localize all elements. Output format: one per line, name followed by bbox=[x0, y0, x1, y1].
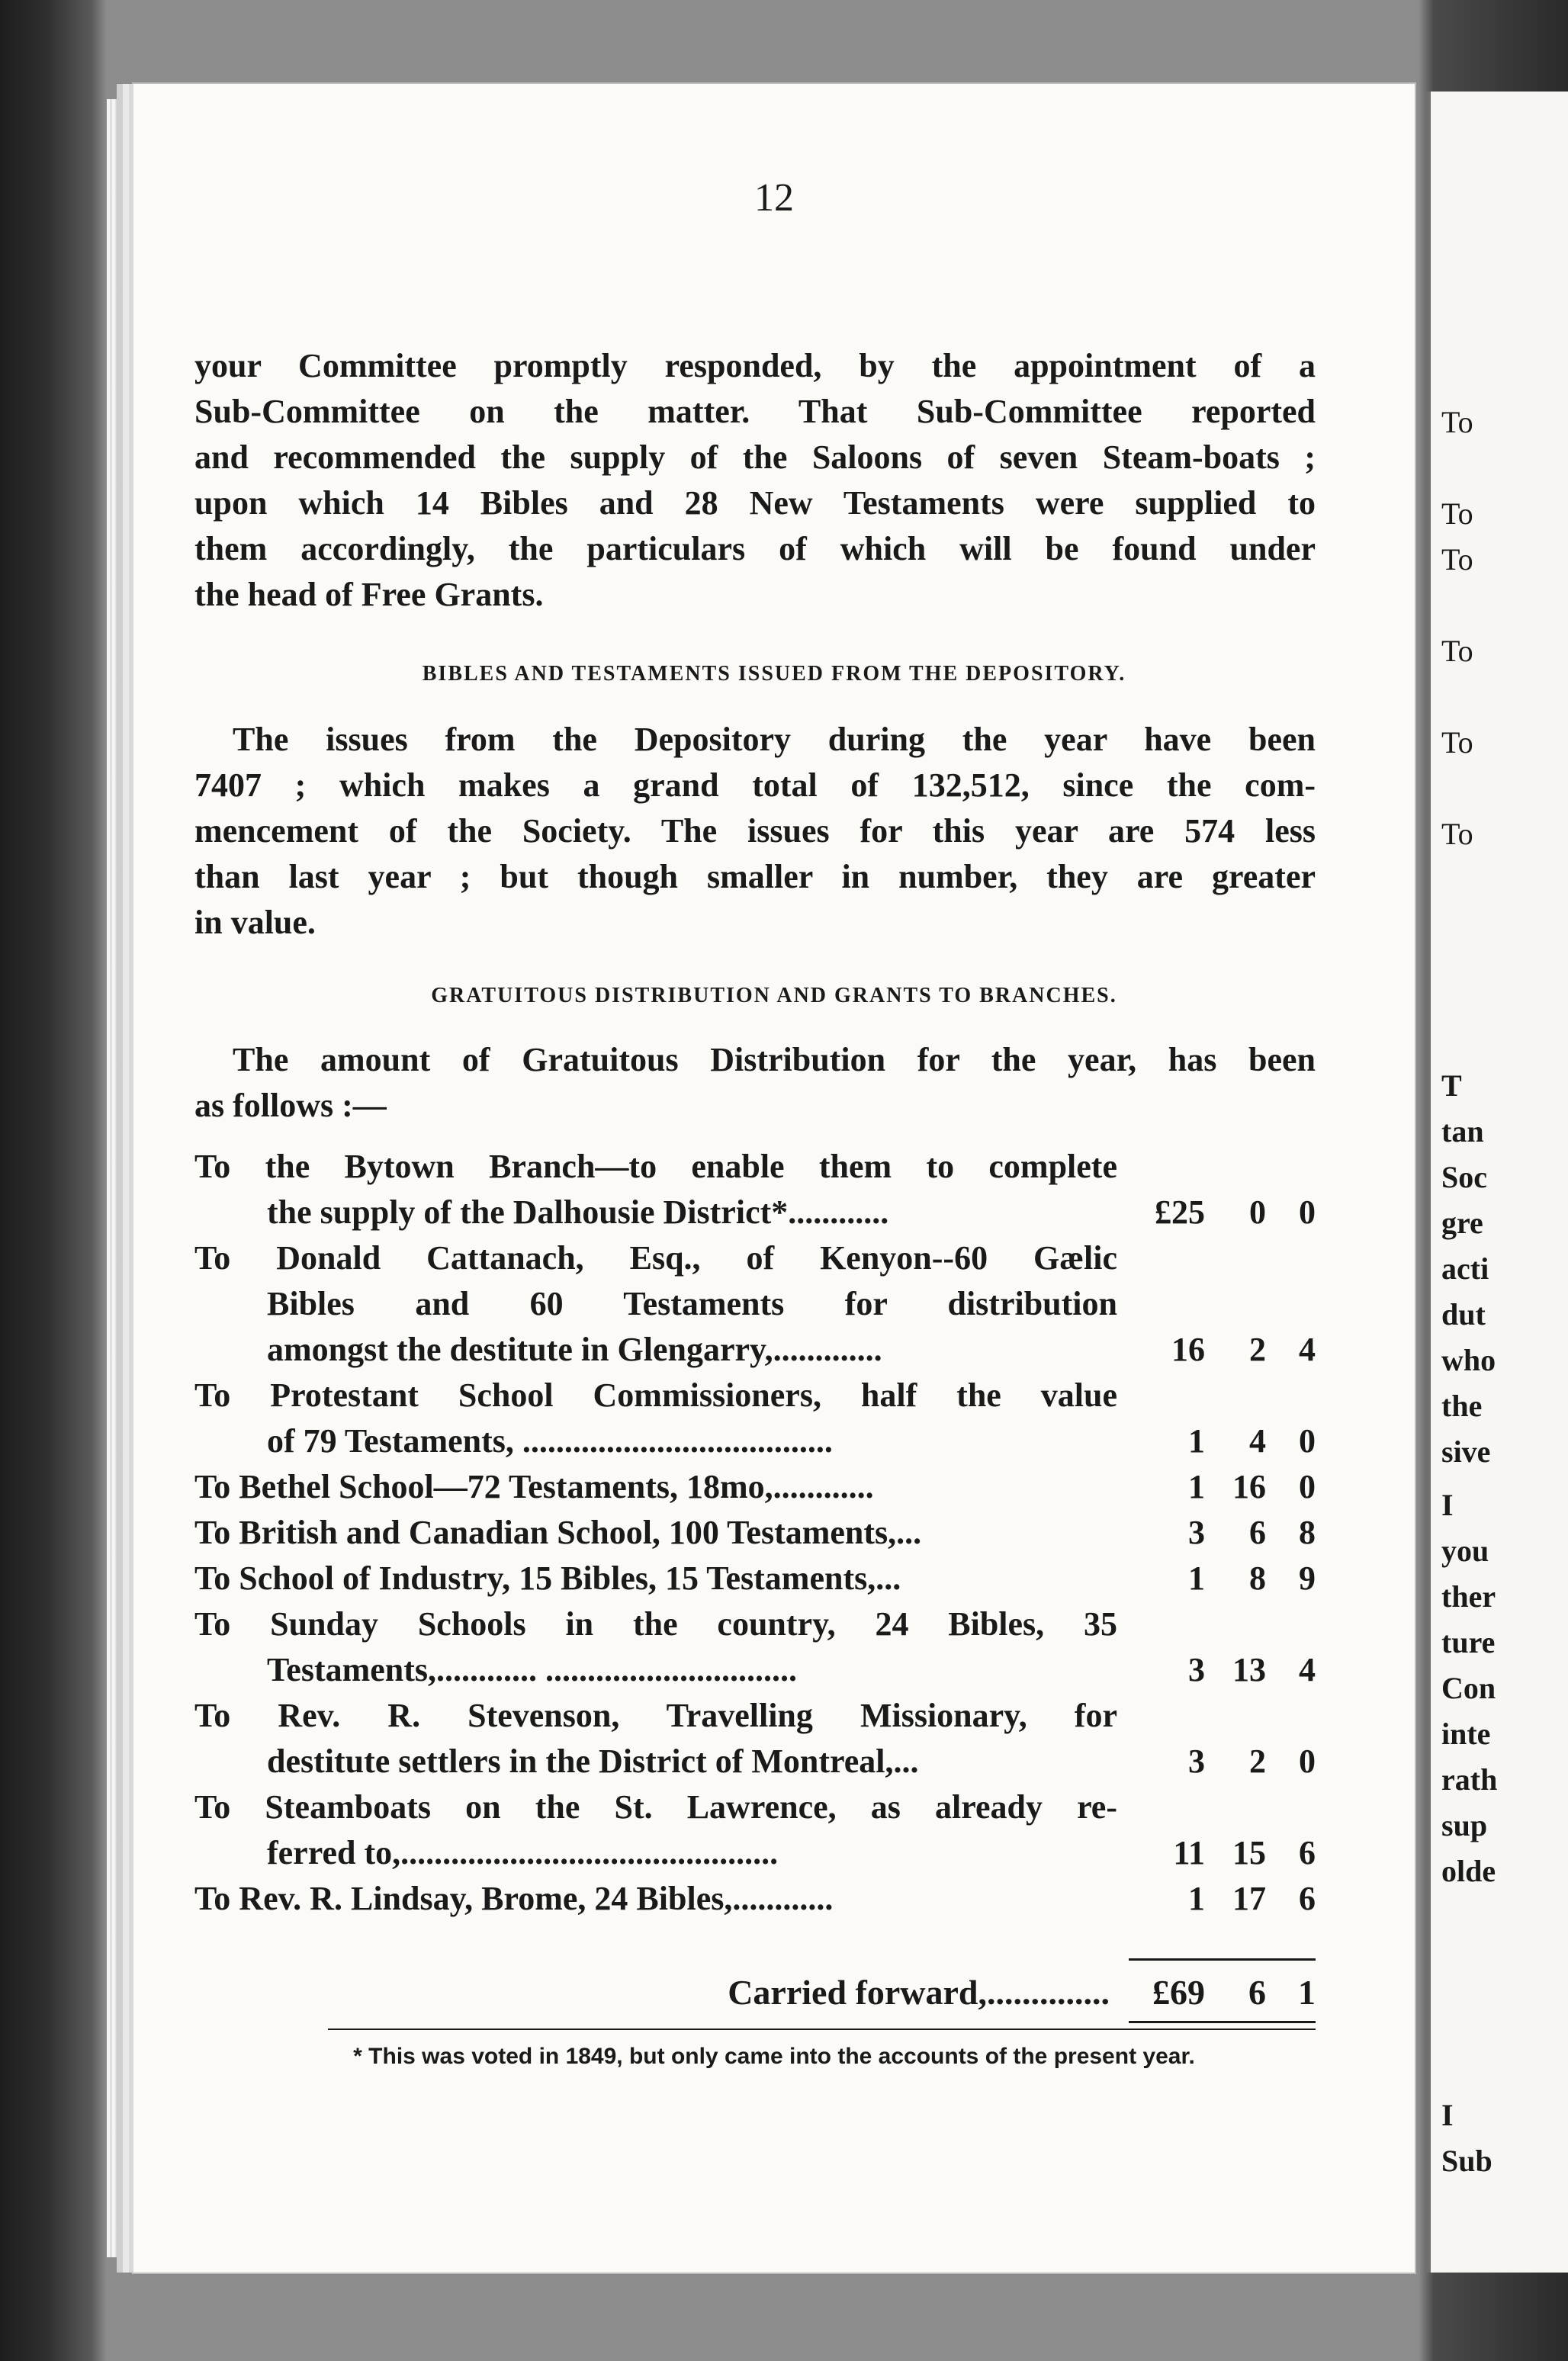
grant-entry-line bbox=[194, 1510, 1316, 1556]
amount-pence: 4 bbox=[1299, 1651, 1316, 1688]
amount-shillings: 15 bbox=[1232, 1834, 1266, 1871]
amount-pence: 4 bbox=[1299, 1331, 1316, 1368]
footnote-rule bbox=[328, 2029, 1316, 2030]
grant-entry-line bbox=[194, 1739, 1316, 1784]
amount-shillings: 0 bbox=[1249, 1193, 1266, 1231]
adjacent-fragment: rath bbox=[1441, 1762, 1498, 1797]
adjacent-fragment: To bbox=[1441, 496, 1473, 531]
adjacent-page bbox=[1426, 92, 1568, 2273]
adjacent-fragment: To bbox=[1441, 634, 1473, 668]
amount-shillings: 4 bbox=[1249, 1422, 1266, 1460]
grant-amount bbox=[1117, 1235, 1316, 1281]
text-line: Sub-Committee on the matter. That Sub-Committee reported bbox=[194, 393, 1316, 430]
amount-pounds: 1 bbox=[1188, 1422, 1205, 1460]
grant-entry-line bbox=[194, 1281, 1316, 1327]
carried-forward-label: Carried forward,.............. bbox=[728, 1973, 1110, 2012]
grant-entry bbox=[194, 1235, 1316, 1373]
grant-description: To Protestant School Commissioners, half the value bbox=[194, 1376, 1117, 1414]
grant-description: the supply of the Dalhousie District*............ bbox=[267, 1193, 889, 1231]
grant-amount bbox=[1117, 1418, 1316, 1464]
adjacent-fragment: ther bbox=[1441, 1579, 1496, 1614]
grant-amount bbox=[1117, 1556, 1316, 1601]
adjacent-fragment: the bbox=[1441, 1389, 1483, 1423]
grant-description: destitute settlers in the District of Montreal,... bbox=[267, 1743, 919, 1780]
grant-amount bbox=[1117, 1830, 1316, 1876]
grant-description: of 79 Testaments, ..................................... bbox=[267, 1422, 833, 1460]
adjacent-fragment: olde bbox=[1441, 1854, 1496, 1888]
grant-entry bbox=[194, 1556, 1316, 1601]
carried-forward-amount bbox=[1117, 1968, 1316, 2018]
amount-pounds: 1 bbox=[1188, 1880, 1205, 1917]
grant-description: To Sunday Schools in the country, 24 Bibles, 35 bbox=[194, 1605, 1117, 1643]
grant-description: To Donald Cattanach, Esq., of Kenyon--60 Gælic bbox=[194, 1239, 1117, 1277]
grant-amount bbox=[1117, 1510, 1316, 1556]
text-line: The issues from the Depository during the year have been bbox=[233, 721, 1316, 758]
grant-description: Testaments,............ .............................. bbox=[267, 1651, 798, 1688]
grant-description: To Steamboats on the St. Lawrence, as already re- bbox=[194, 1788, 1117, 1826]
amount-shillings: 8 bbox=[1249, 1560, 1266, 1597]
grant-entry-line bbox=[194, 1190, 1316, 1235]
grant-amount bbox=[1117, 1327, 1316, 1373]
grant-entry bbox=[194, 1373, 1316, 1464]
adjacent-fragment: Sub bbox=[1441, 2144, 1492, 2178]
adjacent-fragment: I bbox=[1441, 2098, 1454, 2132]
grant-entry-line bbox=[194, 1144, 1316, 1190]
adjacent-fragment: acti bbox=[1441, 1251, 1489, 1286]
adjacent-fragment: sup bbox=[1441, 1808, 1488, 1842]
amount-shillings: 6 bbox=[1249, 1514, 1266, 1551]
text-line: The amount of Gratuitous Distribution for the year, has been bbox=[233, 1041, 1316, 1078]
amount-pence: 0 bbox=[1299, 1743, 1316, 1780]
adjacent-fragment: T bbox=[1441, 1068, 1462, 1103]
grant-entry bbox=[194, 1464, 1316, 1510]
depository-paragraph bbox=[194, 717, 1316, 946]
grant-entry-line bbox=[194, 1556, 1316, 1601]
grant-description: ferred to,............................................. bbox=[267, 1834, 779, 1871]
adjacent-fragment: you bbox=[1441, 1534, 1489, 1568]
amount-pence: 8 bbox=[1299, 1514, 1316, 1551]
grant-entry bbox=[194, 1876, 1316, 1922]
adjacent-fragment: Soc bbox=[1441, 1160, 1487, 1194]
amount-pounds: 11 bbox=[1173, 1834, 1205, 1871]
adjacent-fragment: dut bbox=[1441, 1297, 1486, 1331]
text-line: as follows :— bbox=[194, 1087, 387, 1124]
amount-pence: 0 bbox=[1299, 1468, 1316, 1505]
adjacent-fragment: sive bbox=[1441, 1434, 1491, 1469]
grant-entry-line bbox=[194, 1693, 1316, 1739]
amount-pence: 0 bbox=[1299, 1193, 1316, 1231]
grant-entry-line bbox=[194, 1830, 1316, 1876]
amount-pounds: 1 bbox=[1188, 1468, 1205, 1505]
grant-amount bbox=[1117, 1373, 1316, 1418]
grant-amount bbox=[1117, 1464, 1316, 1510]
grant-amount bbox=[1117, 1190, 1316, 1235]
text-line: and recommended the supply of the Saloons of seven Steam-boats ; bbox=[194, 438, 1316, 476]
amount-pence: 9 bbox=[1299, 1560, 1316, 1597]
grant-amount bbox=[1117, 1601, 1316, 1647]
grant-entry-line bbox=[194, 1876, 1316, 1922]
grant-description: To Rev. R. Lindsay, Brome, 24 Bibles,............ bbox=[194, 1880, 834, 1917]
amount-shillings: 2 bbox=[1249, 1331, 1266, 1368]
grant-description: amongst the destitute in Glengarry,............. bbox=[267, 1331, 882, 1368]
sum-rule bbox=[1129, 1958, 1316, 1961]
adjacent-fragment: Con bbox=[1441, 1671, 1496, 1705]
gratuitous-paragraph bbox=[194, 1037, 1316, 1129]
amount-pounds: £69 bbox=[1152, 1973, 1205, 2012]
amount-shillings: 2 bbox=[1249, 1743, 1266, 1780]
grant-entry-line bbox=[194, 1647, 1316, 1693]
amount-pounds: 16 bbox=[1171, 1331, 1205, 1368]
grant-amount bbox=[1117, 1144, 1316, 1190]
grant-entry-line bbox=[194, 1601, 1316, 1647]
adjacent-fragment: inte bbox=[1441, 1717, 1491, 1751]
grant-entry bbox=[194, 1784, 1316, 1876]
amount-pounds: £25 bbox=[1155, 1193, 1205, 1231]
grants-list bbox=[194, 1144, 1316, 1922]
adjacent-fragment: ture bbox=[1441, 1625, 1496, 1659]
adjacent-fragment: To bbox=[1441, 405, 1473, 439]
text-line: your Committee promptly responded, by the appointment of a bbox=[194, 347, 1316, 384]
text-line: them accordingly, the particulars of which will be found under bbox=[194, 530, 1316, 567]
grant-amount bbox=[1117, 1693, 1316, 1739]
adjacent-fragment: To bbox=[1441, 725, 1473, 760]
amount-shillings: 13 bbox=[1232, 1651, 1266, 1688]
grant-entry bbox=[194, 1144, 1316, 1235]
amount-shillings: 17 bbox=[1232, 1880, 1266, 1917]
adjacent-fragment: To bbox=[1441, 817, 1473, 851]
amount-shillings: 16 bbox=[1232, 1468, 1266, 1505]
text-line: the head of Free Grants. bbox=[194, 576, 544, 613]
amount-pounds: 3 bbox=[1188, 1743, 1205, 1780]
adjacent-fragment: who bbox=[1441, 1343, 1496, 1377]
grant-amount bbox=[1117, 1647, 1316, 1693]
grant-description: To School of Industry, 15 Bibles, 15 Testaments,... bbox=[194, 1560, 901, 1597]
amount-pence: 0 bbox=[1299, 1422, 1316, 1460]
amount-shillings: 6 bbox=[1248, 1973, 1266, 2012]
grant-description: To British and Canadian School, 100 Testaments,... bbox=[194, 1514, 922, 1551]
grant-entry-line bbox=[194, 1418, 1316, 1464]
page-number: 12 bbox=[754, 176, 794, 220]
section-heading-gratuitous: GRATUITOUS DISTRIBUTION AND GRANTS TO BRANCHES. bbox=[431, 984, 1117, 1007]
amount-pounds: 3 bbox=[1188, 1651, 1205, 1688]
grant-amount bbox=[1117, 1784, 1316, 1830]
total-rule bbox=[1129, 2021, 1316, 2023]
grant-entry bbox=[194, 1693, 1316, 1784]
adjacent-fragment: To bbox=[1441, 542, 1473, 577]
footnote: * This was voted in 1849, but only came into the accounts of the present year. bbox=[353, 2044, 1195, 2069]
text-line: mencement of the Society. The issues for this year are 574 less bbox=[194, 812, 1316, 850]
adjacent-fragment: tan bbox=[1441, 1114, 1484, 1148]
amount-pence: 6 bbox=[1299, 1834, 1316, 1871]
adjacent-fragment: I bbox=[1441, 1488, 1454, 1522]
grant-entry-line bbox=[194, 1235, 1316, 1281]
intro-paragraph bbox=[194, 343, 1316, 618]
amount-pence: 1 bbox=[1298, 1973, 1316, 2012]
grant-entry-line bbox=[194, 1373, 1316, 1418]
grant-description: Bibles and 60 Testaments for distribution bbox=[267, 1285, 1117, 1322]
grant-entry-line bbox=[194, 1327, 1316, 1373]
grant-entry-line bbox=[194, 1784, 1316, 1830]
grant-amount bbox=[1117, 1739, 1316, 1784]
section-heading-depository: BIBLES AND TESTAMENTS ISSUED FROM THE DEPOSITORY. bbox=[422, 662, 1126, 686]
page-stack-edge bbox=[107, 99, 130, 2257]
amount-pounds: 3 bbox=[1188, 1514, 1205, 1551]
grant-description: To the Bytown Branch—to enable them to complete bbox=[194, 1148, 1117, 1185]
carried-forward-row bbox=[194, 1968, 1316, 2018]
adjacent-fragment: gre bbox=[1441, 1206, 1483, 1240]
grant-entry-line bbox=[194, 1464, 1316, 1510]
grant-description: To Bethel School—72 Testaments, 18mo,............ bbox=[194, 1468, 874, 1505]
text-line: 7407 ; which makes a grand total of 132,512, since the com- bbox=[194, 766, 1316, 804]
grant-description: To Rev. R. Stevenson, Travelling Missionary, for bbox=[194, 1697, 1117, 1734]
grant-amount bbox=[1117, 1876, 1316, 1922]
grant-entry bbox=[194, 1510, 1316, 1556]
text-line: upon which 14 Bibles and 28 New Testaments were supplied to bbox=[194, 484, 1316, 522]
amount-pounds: 1 bbox=[1188, 1560, 1205, 1597]
text-line: in value. bbox=[194, 904, 316, 941]
grant-entry bbox=[194, 1601, 1316, 1693]
text-line: than last year ; but though smaller in number, they are greater bbox=[194, 858, 1316, 895]
grant-amount bbox=[1117, 1281, 1316, 1327]
amount-pence: 6 bbox=[1299, 1880, 1316, 1917]
